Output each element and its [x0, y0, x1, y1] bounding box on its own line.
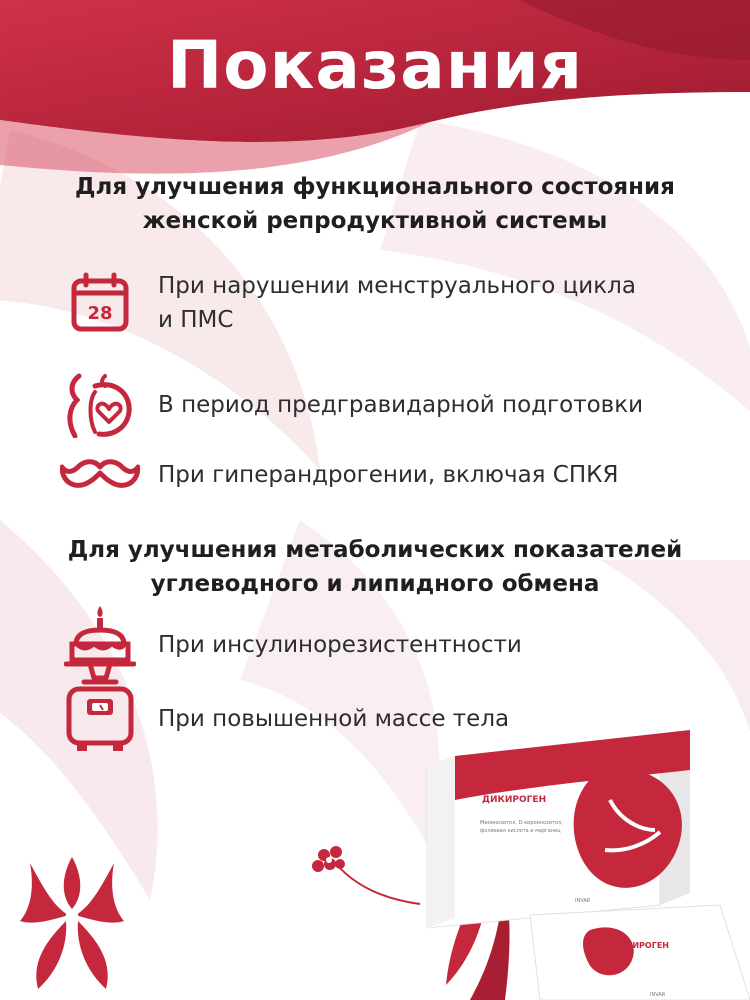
product-sachet	[530, 905, 750, 1000]
section-heading-line: углеводного и липидного обмена	[150, 571, 600, 597]
product-box	[427, 730, 690, 928]
calendar-day-number: 28	[87, 303, 113, 324]
product-composition-line: Миоинозитол, D-хироинозитол,	[480, 820, 563, 826]
indication-label-line: При повышенной массе тела	[158, 706, 510, 732]
page-title: Показания	[166, 27, 584, 104]
section-heading-line: Для улучшения метаболических показателей	[67, 537, 683, 563]
sachet-brand-name: ДИКИРОГЕН	[612, 941, 669, 950]
indication-label-line: В период предгравидарной подготовки	[158, 392, 644, 418]
section-heading-line: женской репродуктивной системы	[142, 208, 608, 234]
product-composition-line: фолиевая кислота и марганец	[480, 828, 561, 834]
indication-label-line: При инсулинорезистентности	[158, 632, 522, 658]
red-flower-decoration	[312, 846, 420, 904]
product-maker: INVAR	[575, 898, 591, 904]
sachet-maker: INVAR	[650, 992, 666, 998]
indication-label-line: и ПМС	[158, 307, 234, 333]
indication-label-line: При нарушении менструального цикла	[158, 273, 636, 299]
indication-label-line: При гиперандрогении, включая СПКЯ	[158, 462, 619, 488]
section-heading-line: Для улучшения функционального состояния	[75, 174, 675, 200]
product-brand-name: ДИКИРОГЕН	[482, 795, 547, 805]
